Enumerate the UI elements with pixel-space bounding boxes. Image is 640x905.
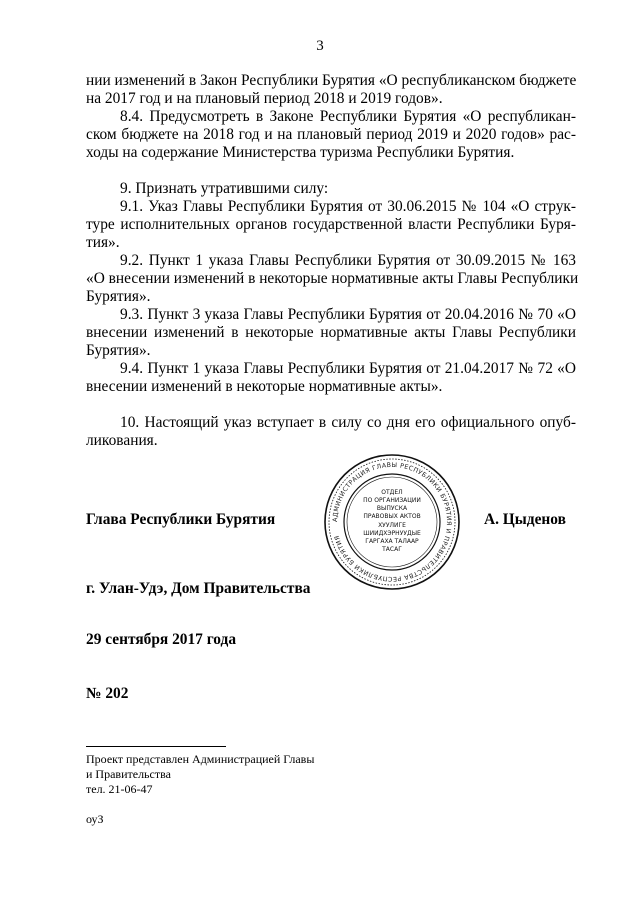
footnote	[86, 752, 314, 797]
paragraph	[86, 108, 576, 162]
text-line: 9.1. Указ Главы Республики Бурятия от 30.06.2015 № 104 «О струк-	[120, 198, 576, 215]
document-code: оуЗ	[86, 812, 104, 826]
paragraph	[86, 252, 579, 306]
paragraph	[86, 414, 576, 450]
official-seal	[322, 452, 462, 592]
text-line: внесении изменений в некоторые нормативные акты».	[86, 378, 443, 395]
seal-line: ТАСАГ	[382, 546, 402, 553]
seal-line: ПРАВОВЫХ АКТОВ	[363, 513, 421, 520]
seal-line: ВЫПУСКА	[376, 505, 408, 512]
text-line: 9.2. Пункт 1 указа Главы Республики Бурятия от 30.09.2015 № 163	[120, 252, 576, 269]
page-number: 3	[316, 38, 324, 54]
seal-line: ХУУЛИГЕ	[378, 522, 406, 529]
decree-body	[86, 72, 579, 450]
text-line: ходы на содержание Министерства туризма Республики Бурятия.	[86, 144, 515, 161]
text-line: 9. Признать утратившими силу:	[120, 180, 329, 197]
text-line: ликования.	[86, 432, 158, 449]
text-line: 8.4. Предусмотреть в Законе Республики Бурятия «О республикан-	[120, 108, 576, 125]
text-line: на 2017 год и на плановый период 2018 и 2019 годов».	[86, 90, 443, 107]
text-line: тия».	[86, 234, 120, 251]
text-line: Бурятия».	[86, 342, 151, 359]
footnote-line: Проект представлен Администрацией Главы	[86, 752, 315, 766]
signing-date: 29 сентября 2017 года	[86, 631, 237, 648]
paragraph	[86, 198, 576, 252]
text-line: 10. Настоящий указ вступает в силу со дня его официального опуб-	[120, 414, 576, 431]
paragraph	[86, 360, 576, 396]
paragraph	[86, 72, 576, 108]
decree-number: № 202	[86, 685, 129, 702]
text-line: внесении изменений в некоторые нормативные акты Главы Республики	[86, 324, 576, 341]
seal-line: ГАРГАХА ТАЛААР	[365, 538, 419, 545]
text-line: 9.3. Пункт 3 указа Главы Республики Бурятия от 20.04.2016 № 70 «О	[120, 306, 576, 323]
seal-line: ОТДЕЛ	[381, 489, 403, 496]
signer-title: Глава Республики Бурятия	[86, 511, 276, 528]
footnote-line: тел. 21-06-47	[86, 782, 153, 796]
text-line: нии изменений в Закон Республики Бурятия «О республиканском бюджете	[86, 72, 577, 89]
footnote-line: и Правительства	[86, 767, 171, 781]
text-line: Бурятия».	[86, 288, 151, 305]
text-line: ском бюджете на 2018 год и на плановый период 2019 и 2020 годов» рас-	[86, 126, 576, 143]
text-line: туре исполнительных органов государственной власти Республики Буря-	[86, 216, 576, 233]
footnote-divider	[86, 746, 226, 747]
seal-line: ПО ОРГАНИЗАЦИИ	[363, 497, 421, 504]
seal-line: ШИИДХЭРНУУДЫЕ	[363, 530, 421, 537]
paragraph	[86, 180, 576, 198]
signing-place: г. Улан-Удэ, Дом Правительства	[86, 580, 311, 597]
paragraph	[86, 306, 576, 360]
signer-name: А. Цыденов	[484, 511, 566, 528]
text-line: 9.4. Пункт 1 указа Главы Республики Бурятия от 21.04.2017 № 72 «О	[120, 360, 576, 377]
seal-ring-text: АДМИНИСТРАЦИЯ ГЛАВЫ РЕСПУБЛИКИ БУРЯТИЯ И ПРАВИТЕЛЬСТВА РЕСПУБЛИКИ БУРЯТИЯ	[331, 461, 453, 583]
text-line: «О внесении изменений в некоторые нормативные акты Главы Республики	[86, 270, 579, 287]
